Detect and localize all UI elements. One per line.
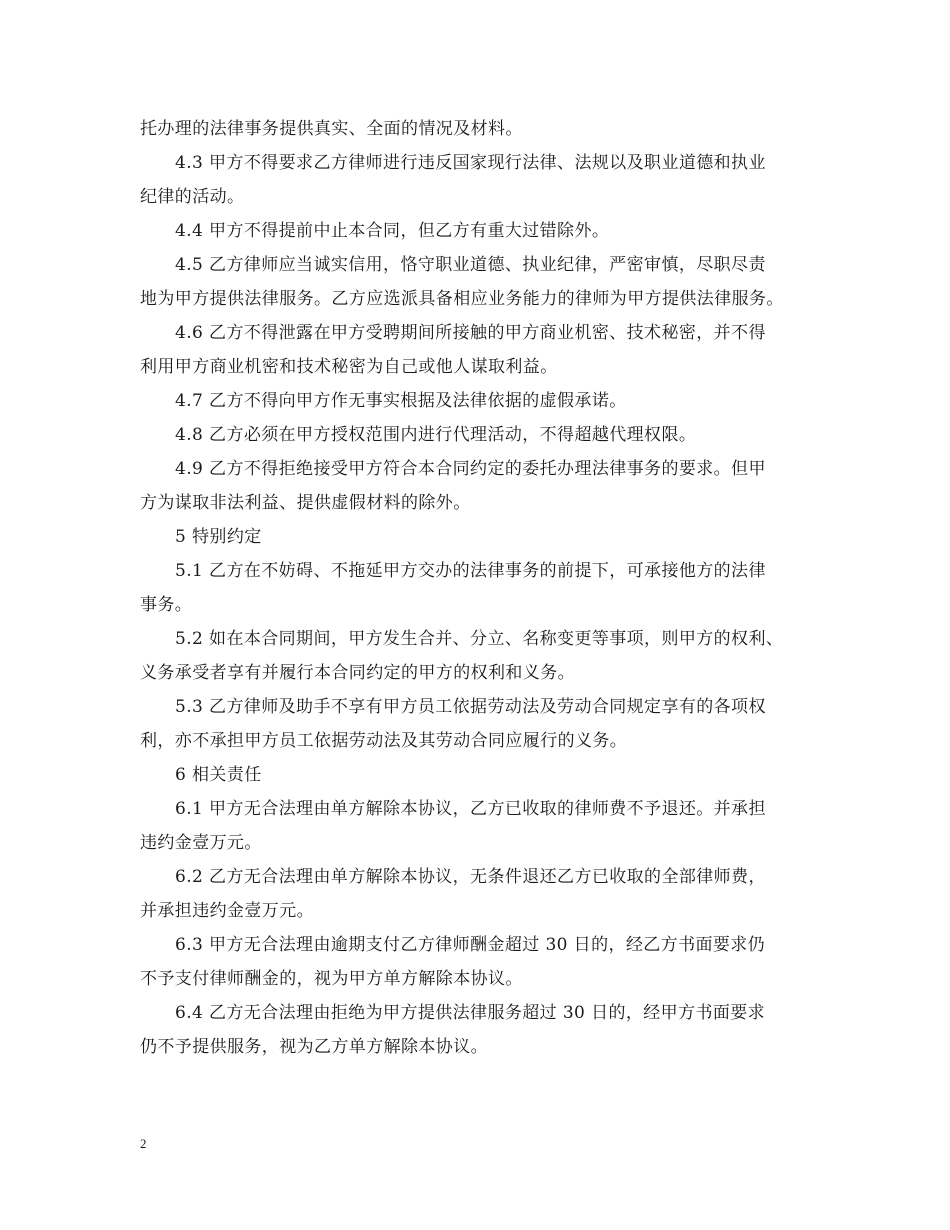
page-number: 2 bbox=[140, 1136, 147, 1151]
clause-5-1: 5.1 乙方在不妨碍、不拖延甲方交办的法律事务的前提下，可承接他方的法律 bbox=[175, 561, 766, 581]
text-line: 方为谋取非法利益、提供虚假材料的除外。 bbox=[140, 493, 471, 513]
clause-4-6: 4.6 乙方不得泄露在甲方受聘期间所接触的甲方商业机密、技术秘密，并不得 bbox=[175, 323, 766, 343]
text-line: 事务。 bbox=[140, 595, 193, 615]
clause-5-2: 5.2 如在本合同期间，甲方发生合并、分立、名称变更等事项，则甲方的权利、 bbox=[175, 629, 784, 649]
text-line: 仍不予提供服务，视为乙方单方解除本协议。 bbox=[140, 1037, 488, 1057]
text-line: 利，亦不承担甲方员工依据劳动法及其劳动合同应履行的义务。 bbox=[140, 731, 628, 751]
document-body bbox=[140, 112, 820, 1064]
section-heading-6: 6 相关责任 bbox=[175, 765, 262, 785]
text-line: 违约金壹万元。 bbox=[140, 833, 262, 853]
clause-4-3: 4.3 甲方不得要求乙方律师进行违反国家现行法律、法规以及职业道德和执业 bbox=[175, 153, 766, 173]
text-line: 纪律的活动。 bbox=[140, 187, 245, 207]
text-line: 利用甲方商业机密和技术秘密为自己或他人谋取利益。 bbox=[140, 357, 558, 377]
clause-5-3: 5.3 乙方律师及助手不享有甲方员工依据劳动法及劳动合同规定享有的各项权 bbox=[175, 697, 766, 717]
clause-4-7: 4.7 乙方不得向甲方作无事实根据及法律依据的虚假承诺。 bbox=[175, 391, 627, 411]
clause-4-5: 4.5 乙方律师应当诚实信用，恪守职业道德、执业纪律，严密审慎，尽职尽责 bbox=[175, 255, 766, 275]
text-line: 义务承受者享有并履行本合同约定的甲方的权利和义务。 bbox=[140, 663, 575, 683]
section-heading-5: 5 特别约定 bbox=[175, 527, 262, 547]
text-line: 地为甲方提供法律服务。乙方应选派具备相应业务能力的律师为甲方提供法律服务。 bbox=[140, 289, 784, 309]
clause-6-4: 6.4 乙方无合法理由拒绝为甲方提供法律服务超过 30 日的，经甲方书面要求 bbox=[175, 1003, 766, 1023]
clause-6-2: 6.2 乙方无合法理由单方解除本协议，无条件退还乙方已收取的全部律师费， bbox=[175, 867, 766, 887]
clause-4-8: 4.8 乙方必须在甲方授权范围内进行代理活动，不得超越代理权限。 bbox=[175, 425, 697, 445]
text-line: 不予支付律师酬金的，视为甲方单方解除本协议。 bbox=[140, 969, 523, 989]
clause-4-4: 4.4 甲方不得提前中止本合同，但乙方有重大过错除外。 bbox=[175, 221, 610, 241]
text-line: 并承担违约金壹万元。 bbox=[140, 901, 314, 921]
text-line: 托办理的法律事务提供真实、全面的情况及材料。 bbox=[140, 119, 523, 139]
clause-4-9: 4.9 乙方不得拒绝接受甲方符合本合同约定的委托办理法律事务的要求。但甲 bbox=[175, 459, 766, 479]
clause-6-3: 6.3 甲方无合法理由逾期支付乙方律师酬金超过 30 日的，经乙方书面要求仍 bbox=[175, 935, 766, 955]
clause-6-1: 6.1 甲方无合法理由单方解除本协议，乙方已收取的律师费不予退还。并承担 bbox=[175, 799, 766, 819]
